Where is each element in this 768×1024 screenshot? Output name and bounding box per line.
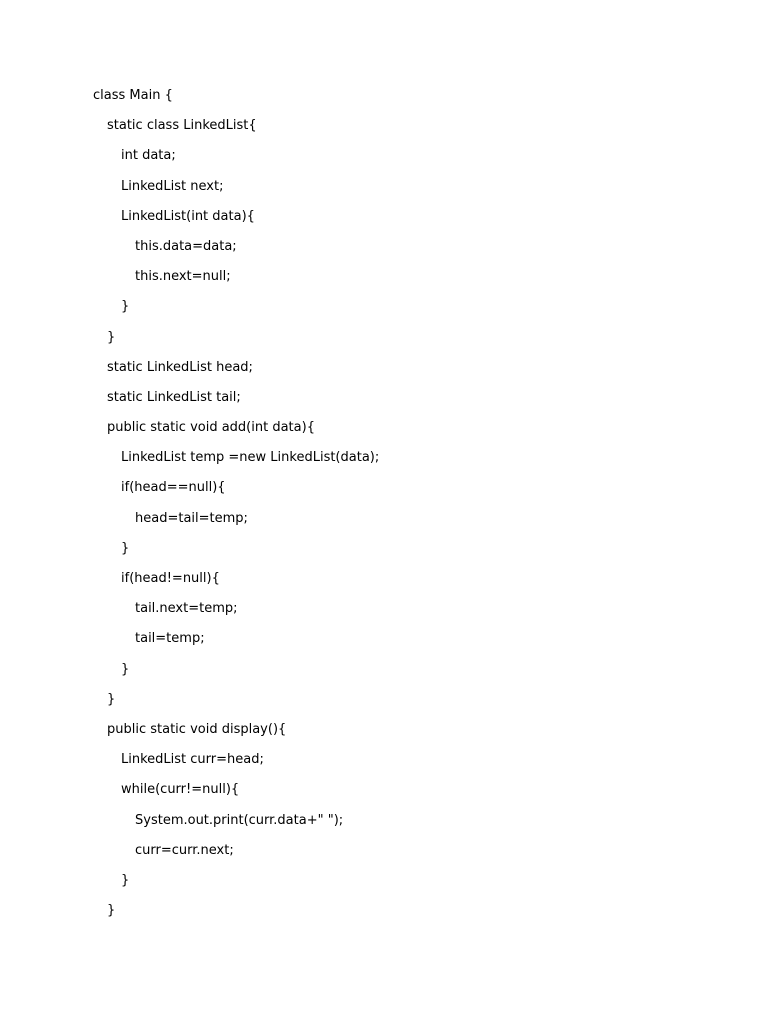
code-line: tail.next=temp; <box>135 601 238 617</box>
code-line: this.next=null; <box>135 269 231 285</box>
code-line: } <box>107 691 116 707</box>
code-line: static LinkedList head; <box>107 359 253 375</box>
code-line: if(head!=null){ <box>121 571 220 586</box>
code-line: } <box>107 903 116 919</box>
code-line: LinkedList temp =new LinkedList(data); <box>121 450 380 466</box>
code-line: head=tail=temp; <box>135 510 248 526</box>
code-line: } <box>121 872 130 888</box>
code-line: static LinkedList tail; <box>107 389 241 405</box>
code-line: } <box>121 540 130 556</box>
code-line: tail=temp; <box>135 631 205 647</box>
code-line: this.data=data; <box>135 238 237 254</box>
code-line: LinkedList(int data){ <box>121 208 255 224</box>
code-line: int data; <box>121 148 176 164</box>
code-line: LinkedList next; <box>121 178 224 194</box>
code-line: class Main { <box>93 88 173 103</box>
code-line: } <box>121 299 130 315</box>
code-line: public static void display(){ <box>107 721 287 737</box>
code-line: if(head==null){ <box>121 480 226 496</box>
code-line: System.out.print(curr.data+" "); <box>135 812 344 828</box>
code-line: curr=curr.next; <box>135 842 234 858</box>
code-line: public static void add(int data){ <box>107 420 315 436</box>
code-line: LinkedList curr=head; <box>121 752 264 768</box>
code-line: } <box>107 329 116 345</box>
code-line: } <box>121 661 130 677</box>
code-listing <box>93 87 379 932</box>
code-line: while(curr!=null){ <box>121 782 240 798</box>
code-line: static class LinkedList{ <box>107 118 257 134</box>
